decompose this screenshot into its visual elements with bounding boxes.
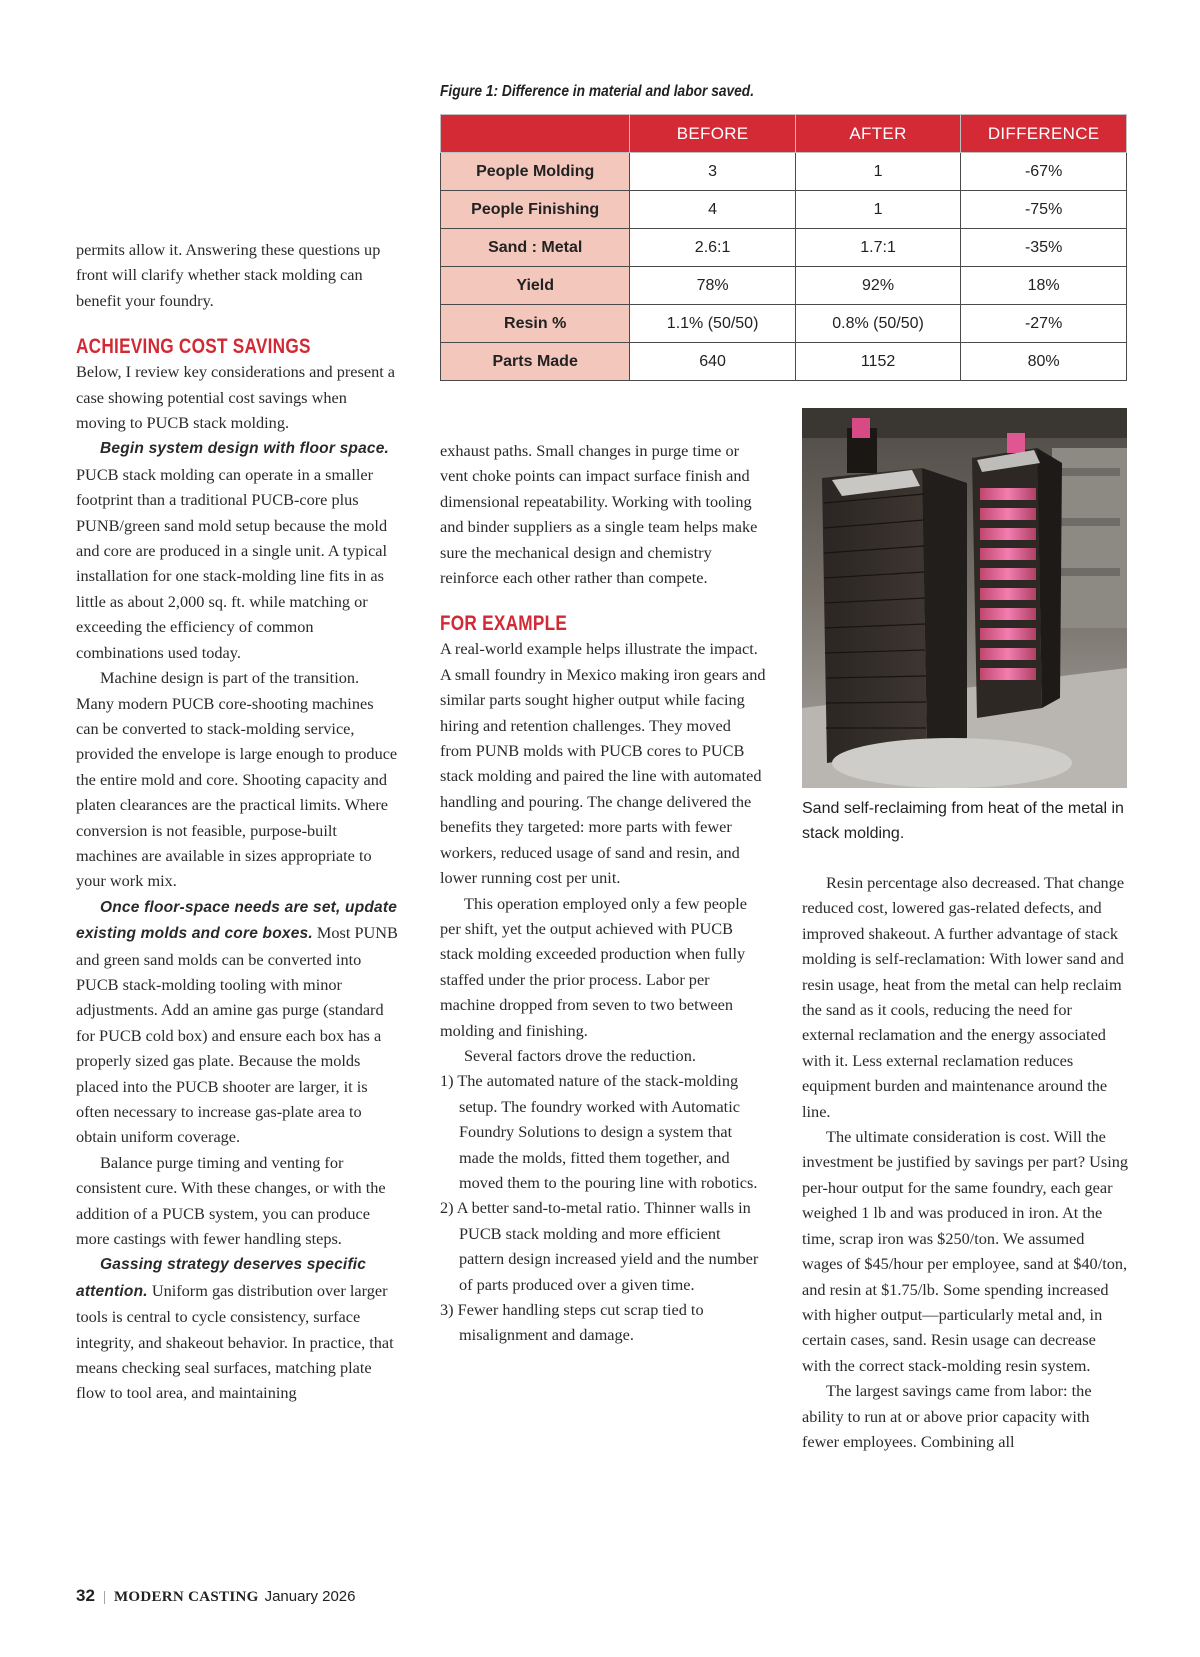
figure-caption: Figure 1: Difference in material and labor saved. [440, 83, 755, 100]
page-number: 32 [76, 1586, 95, 1605]
cell-difference: -67% [961, 153, 1127, 191]
table-row [441, 343, 1127, 381]
row-label: People Finishing [441, 191, 630, 229]
photo-caption: Sand self-reclaiming from heat of the metal in stack molding. [802, 800, 1124, 842]
paragraph: Below, I review key considerations and present a case showing potential cost savings when moving to PUCB stack molding. [76, 362, 396, 433]
cell-before: 640 [630, 343, 795, 381]
lead-in: Gassing strategy deserves specific attention. [76, 1256, 367, 1300]
cell-before: 2.6:1 [630, 229, 795, 267]
cell-before: 78% [630, 267, 795, 305]
paragraph: The largest savings came from labor: the ability to run at or above prior capacity with fewer employees. Combining all [802, 1381, 1092, 1451]
paragraph [76, 1251, 400, 1405]
section-heading: FOR EXAMPLE [440, 612, 568, 636]
magazine-name: MODERN CASTING [113, 1589, 259, 1605]
table-header-before: BEFORE [630, 115, 795, 153]
row-label: People Molding [441, 153, 630, 191]
cell-before: 1.1% (50/50) [630, 305, 795, 343]
list-item: 3) Fewer handling steps cut scrap tied to misalignment and damage. [440, 1300, 704, 1345]
paragraph: The ultimate consideration is cost. Will the investment be justified by savings per part? Using per-hour output for the same foundry, each gear weighed 1 lb and was produced in iron. At the time, scrap iron was $250/ton. We assumed wages of $45/hour per employee, sand at $40/ton, and resin at $1.75/lb. Some spending increased with higher output—particularly metal and, in certain cases, sand. Resin usage can decrease with the correct stack-molding resin system. [802, 1127, 1129, 1375]
paragraph: This operation employed only a few people per shift, yet the output achieved with PUCB stack molding exceeded production when fully staffed under the prior process. Labor per machine dropped from seven to two between molding and finishing. [440, 893, 748, 1040]
table-row [441, 305, 1127, 343]
cell-before: 3 [630, 153, 795, 191]
section-heading: ACHIEVING COST SAVINGS [76, 335, 311, 359]
row-label: Parts Made [441, 343, 630, 381]
cell-difference: -75% [961, 191, 1127, 229]
table-row [441, 191, 1127, 229]
paragraph-text: Most PUNB and green sand molds can be converted into PUCB stack-molding tooling with minor adjustments. Add an amine gas purge (standard for PUCB cold box) and ensure each box has a properly sized gas plate. Because the molds placed into the PUCB shooter are larger, it is often necessary to increase gas-plate area to obtain uniform coverage. [76, 923, 398, 1147]
list-item: 1) The automated nature of the stack-molding setup. The foundry worked with Automatic Foundry Solutions to design a system that made the molds, fitted them together, and moved them to the pouring line with robotics. [440, 1071, 758, 1192]
cell-before: 4 [630, 191, 795, 229]
cell-difference: -27% [961, 305, 1127, 343]
issue-date: January 2026 [264, 1588, 356, 1605]
row-label: Resin % [441, 305, 630, 343]
cell-difference: 18% [961, 267, 1127, 305]
cell-after: 92% [795, 267, 960, 305]
cell-after: 1.7:1 [795, 229, 960, 267]
stack-molding-photo [802, 408, 1127, 788]
footer-separator: | [102, 1589, 106, 1605]
cell-after: 1 [795, 191, 960, 229]
paragraph: A real-world example helps illustrate the impact. A small foundry in Mexico making iron gears and similar parts sought higher output while facing hiring and retention challenges. They moved from PUNB molds with PUCB cores to PUCB stack molding and paired the line with automated handling and pouring. The change delivered the benefits they targeted: more parts with fewer workers, reduced usage of sand and resin, and lower running cost per unit. [440, 639, 766, 888]
page-footer [76, 1586, 355, 1606]
paragraph-text: PUCB stack molding can operate in a smaller footprint than a traditional PUCB-core plus PUNB/green sand mold setup because the mold and core are produced in a single unit. A typical installation for one stack-molding line fits in as little as about 2,000 sq. ft. while matching or exceeding the efficiency of common combinations used today. [76, 464, 388, 662]
paragraph [76, 435, 400, 665]
table-header-difference: DIFFERENCE [961, 115, 1127, 153]
paragraph: Machine design is part of the transition. Many modern PUCB core-shooting machines can be converted to stack-molding service, provided the envelope is large enough to produce the entire mold and core. Shooting capacity and platen clearances are the practical limits. Where conversion is not feasible, purpose-built machines are available in sizes appropriate to your work mix. [76, 668, 398, 891]
table-row [441, 153, 1127, 191]
paragraph-text: Uniform gas distribution over larger tools is central to cycle consistency, surface integrity, and shakeout behavior. In practice, that means checking seal surfaces, matching plate flow to tool area, and maintaining [76, 1280, 394, 1403]
cell-after: 1152 [795, 343, 960, 381]
table-row [441, 229, 1127, 267]
paragraph: Several factors drove the reduction. [464, 1045, 696, 1065]
cell-after: 0.8% (50/50) [795, 305, 960, 343]
paragraph: permits allow it. Answering these questions up front will clarify whether stack molding can benefit your foundry. [76, 240, 381, 310]
paragraph [76, 894, 400, 1150]
lead-in: Begin system design with floor space. [100, 440, 390, 458]
table-row [441, 267, 1127, 305]
list-item: 2) A better sand-to-metal ratio. Thinner walls in PUCB stack molding and more efficient pattern design increased yield and the number of parts produced over a given time. [440, 1198, 759, 1294]
row-label: Yield [441, 267, 630, 305]
lead-in: Once floor-space needs are set, update existing molds and core boxes. [76, 898, 398, 943]
table-header-row [441, 115, 1127, 153]
paragraph: Resin percentage also decreased. That change reduced cost, lowered gas-related defects, and improved shakeout. A further advantage of stack molding is self-reclamation: With lower sand and resin usage, heat from the metal can help reclaim the sand as it cools, reducing the need for external reclamation and the energy associated with it. Less external reclamation reduces equipment burden and maintenance around the line. [802, 873, 1125, 1121]
paragraph: exhaust paths. Small changes in purge time or vent choke points can impact surface finish and dimensional repeatability. Working with tooling and binder suppliers as a single team helps make sure the mechanical design and chemistry reinforce each other rather than compete. [440, 441, 758, 588]
column-3 [802, 870, 1128, 1454]
column-1 [76, 237, 400, 1406]
table-header-corner [441, 115, 630, 153]
paragraph: Balance purge timing and venting for consistent cure. With these changes, or with the addition of a PUCB system, you can produce more castings with fewer handling steps. [76, 1152, 386, 1249]
cell-difference: 80% [961, 343, 1127, 381]
figure-table [440, 114, 1127, 381]
cell-difference: -35% [961, 229, 1127, 267]
row-label: Sand : Metal [441, 229, 630, 267]
table-header-after: AFTER [795, 115, 960, 153]
column-2 [440, 438, 766, 1348]
cell-after: 1 [795, 153, 960, 191]
